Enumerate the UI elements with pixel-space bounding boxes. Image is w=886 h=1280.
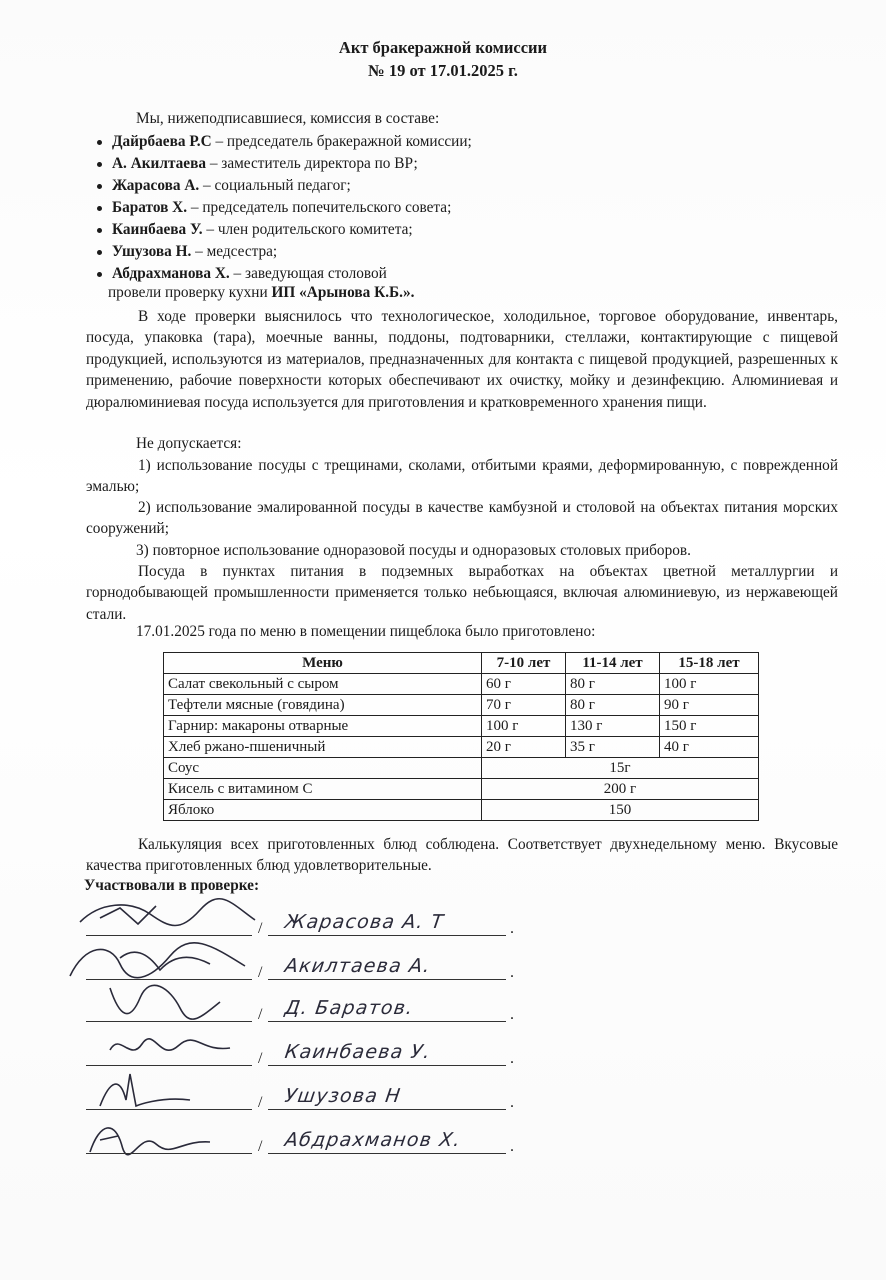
list-item: А. Акилтаева – заместитель директора по ВР; (86, 153, 472, 175)
rule-2: 2) использование эмалированной посуды в качестве камбузной и столовой на объектах питания морских сооружений; (86, 499, 838, 538)
table-cell: 35 г (566, 737, 660, 758)
paragraph-equipment: В ходе проверки выяснилось что технологическое, холодильное, торговое оборудование, инвентарь, посуда, упаковка (тара), моечные ванны, поддоны, подтоварники, стеллажи, контактирующие с пищевой продукцией, используются из материалов, предназначенных для контакта с пищевой продукцией, разрешенных к применению, рабочие поверхности которых обеспечивают их очистку, мойку и дезинфекцию. Алюминиевая и дюралюминиевая посуда используется для приготовления и кратковременного хранения пищи. (86, 308, 838, 411)
list-item: Абдрахманова Х. – заведующая столовой (86, 263, 472, 285)
signature-scribble (60, 892, 260, 940)
commission-members-list (86, 131, 472, 285)
list-item: Жарасова А. – социальный педагог; (86, 175, 472, 197)
list-item: Баратов Х. – председатель попечительского совета; (86, 197, 472, 219)
handwritten-name: Ушузова Н (283, 1085, 403, 1107)
table-cell: 70 г (482, 695, 566, 716)
table-cell: 200 г (482, 779, 759, 800)
table-cell: Кисель с витамином С (164, 779, 482, 800)
table-cell: 90 г (660, 695, 759, 716)
handwritten-name: Д. Баратов. (283, 997, 415, 1019)
inspection-target: провели проверку кухни ИП «Арынова К.Б.». (108, 284, 415, 301)
table-cell: 15г (482, 758, 759, 779)
table-row (164, 695, 759, 716)
menu-intro: 17.01.2025 года по меню в помещении пищеблока было приготовлено: (136, 623, 596, 640)
table-cell: 20 г (482, 737, 566, 758)
table-cell: 150 г (660, 716, 759, 737)
rule-3: 3) повторное использование одноразовой посуды и одноразовых столовых приборов. (136, 542, 691, 559)
paragraph-dishware: Посуда в пунктах питания в подземных выработках на объектах цветной металлургии и горнодобывающей промышленности применяется только небьющаяся, включая алюминиевую, из нержавеющей стали. (86, 563, 838, 623)
table-cell: 80 г (566, 695, 660, 716)
column-header: 15-18 лет (660, 653, 759, 674)
table-row (164, 737, 759, 758)
list-item: Ушузова Н. – медсестра; (86, 241, 472, 263)
table-row (164, 716, 759, 737)
intro-text: Мы, нижеподписавшиеся, комиссия в составе: (136, 110, 440, 127)
document-number-date: № 19 от 17.01.2025 г. (368, 61, 518, 80)
document-title: Акт бракеражной комиссии (338, 38, 548, 57)
table-header-row (164, 653, 759, 674)
column-header: Меню (164, 653, 482, 674)
table-row (164, 758, 759, 779)
signature-line: / Жарасова А. Т . (80, 904, 530, 940)
not-allowed-heading: Не допускается: (136, 435, 242, 452)
signature-scribble (60, 978, 260, 1026)
table-cell: 60 г (482, 674, 566, 695)
table-cell: Тефтели мясные (говядина) (164, 695, 482, 716)
table-cell: 40 г (660, 737, 759, 758)
table-cell: Хлеб ржано-пшеничный (164, 737, 482, 758)
rule-1: 1) использование посуды с трещинами, сколами, отбитыми краями, деформированную, с поврежденной эмалью; (86, 457, 838, 496)
signature-scribble (60, 1022, 260, 1070)
column-header: 11-14 лет (566, 653, 660, 674)
table-cell: Гарнир: макароны отварные (164, 716, 482, 737)
table-cell: Яблоко (164, 800, 482, 821)
signature-line: / Каинбаева У. . (80, 1034, 530, 1070)
table-cell: Салат свекольный с сыром (164, 674, 482, 695)
signature-line: / Д. Баратов. . (80, 990, 530, 1026)
column-header: 7-10 лет (482, 653, 566, 674)
table-row (164, 800, 759, 821)
list-item: Каинбаева У. – член родительского комитета; (86, 219, 472, 241)
handwritten-name: Абдрахманов Х. (283, 1129, 463, 1151)
table-cell: Соус (164, 758, 482, 779)
handwritten-name: Каинбаева У. (283, 1041, 433, 1063)
table-cell: 100 г (482, 716, 566, 737)
signature-line: / Акилтаева А. . (80, 948, 530, 984)
participants-heading: Участвовали в проверке: (84, 877, 260, 894)
signature-line: / Абдрахманов Х. . (80, 1122, 530, 1158)
table-cell: 130 г (566, 716, 660, 737)
table-row (164, 779, 759, 800)
table-cell: 80 г (566, 674, 660, 695)
table-cell: 150 (482, 800, 759, 821)
table-cell: 100 г (660, 674, 759, 695)
table-row (164, 674, 759, 695)
signature-scribble (60, 1110, 260, 1162)
signature-line: / Ушузова Н . (80, 1078, 530, 1114)
list-item: Дайрбаева Р.С – председатель бракеражной комиссии; (86, 131, 472, 153)
handwritten-name: Акилтаева А. (283, 955, 433, 977)
paragraph-conclusion: Калькуляция всех приготовленных блюд соблюдена. Соответствует двухнедельному меню. Вкусовые качества приготовленных блюд удовлетворительные. (86, 836, 838, 875)
handwritten-name: Жарасова А. Т (283, 911, 446, 933)
menu-table (163, 652, 759, 821)
